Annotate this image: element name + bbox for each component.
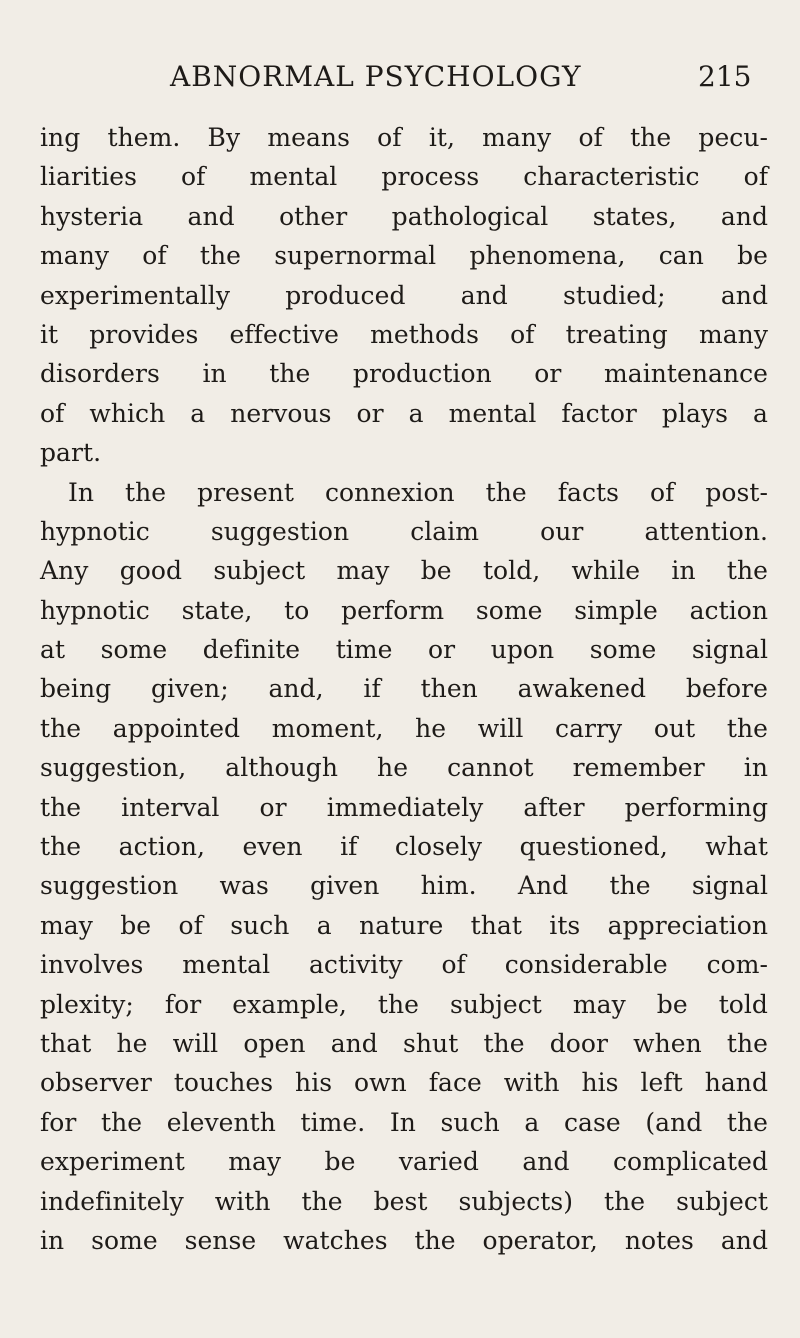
- text-line: ing them. By means of it, many of the pecu-: [40, 123, 768, 152]
- text-line: the appointed moment, he will carry out the: [40, 713, 768, 743]
- text-line: suggestion was given him. And the signal: [40, 871, 768, 901]
- text-line: In the present connexion the facts of post-: [68, 477, 768, 507]
- text-line: many of the supernormal phenomena, can be: [40, 241, 768, 271]
- text-line: hysteria and other pathological states, and: [40, 201, 768, 231]
- text-line: experiment may be varied and complicated: [40, 1147, 768, 1177]
- text-line: the interval or immediately after performing: [40, 792, 768, 822]
- page-number: 215: [698, 60, 752, 93]
- text-line: involves mental activity of considerable com-: [40, 950, 768, 980]
- text-line: that he will open and shut the door when the: [40, 1028, 768, 1058]
- text-line: plexity; for example, the subject may be told: [40, 989, 768, 1019]
- body-text: [40, 118, 768, 1260]
- text-line: part.: [40, 438, 102, 468]
- text-line: hypnotic suggestion claim our attention.: [40, 516, 768, 546]
- running-head: [0, 60, 800, 102]
- text-line: the action, even if closely questioned, what: [40, 832, 768, 862]
- text-line: for the eleventh time. In such a case (and the: [40, 1107, 768, 1137]
- text-line: at some definite time or upon some signal: [40, 635, 768, 665]
- text-line: it provides effective methods of treating many: [40, 319, 768, 349]
- text-line: disorders in the production or maintenance: [40, 359, 768, 389]
- text-line: being given; and, if then awakened before: [40, 674, 768, 704]
- running-title: ABNORMAL PSYCHOLOGY: [170, 60, 582, 93]
- text-line: of which a nervous or a mental factor plays a: [40, 398, 768, 428]
- text-line: hypnotic state, to perform some simple action: [40, 595, 768, 625]
- text-line: Any good subject may be told, while in the: [40, 556, 768, 586]
- text-line: suggestion, although he cannot remember in: [40, 753, 768, 783]
- text-line: in some sense watches the operator, notes and: [40, 1225, 768, 1255]
- text-line: observer touches his own face with his left hand: [40, 1068, 768, 1098]
- text-line: may be of such a nature that its appreciation: [40, 910, 768, 940]
- text-line: indefinitely with the best subjects) the subject: [40, 1186, 768, 1216]
- text-line: experimentally produced and studied; and: [40, 280, 768, 310]
- text-line: liarities of mental process characteristic of: [40, 162, 768, 192]
